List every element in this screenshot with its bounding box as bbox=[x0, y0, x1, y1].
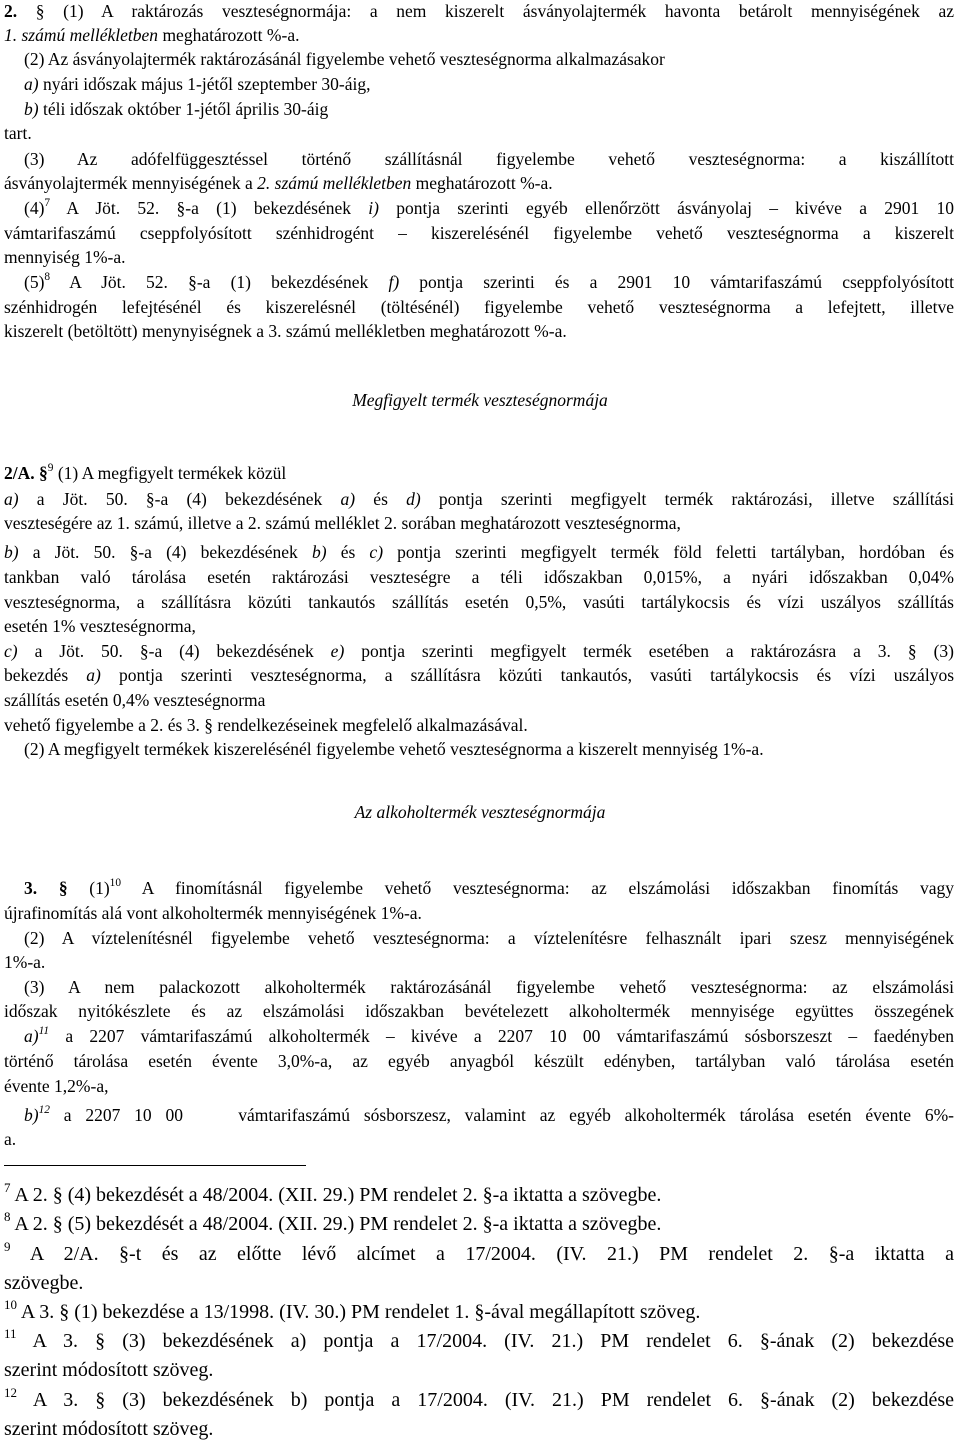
body-text-line: a) nyári időszak május 1-jétől szeptember 30-áig, bbox=[24, 74, 371, 94]
body-text-line: kiszerelt (betöltött) menynyiségnek a 3. számú mellékletben meghatározott %-a. bbox=[4, 321, 567, 341]
body-text-line: b) téli időszak október 1-jétől április 30-áig bbox=[24, 99, 329, 119]
body-text-line: 2/A. §$^9$ (1) A megfigyelt termékek közül bbox=[4, 462, 287, 483]
body-text-line: szénhidrogén lefejtésénél és kiszerelésnél (töltésénél) figyelembe vehető veszteségnorma a lefejtett, illetve bbox=[4, 297, 954, 317]
body-text-line: évente 1,2%-a, bbox=[4, 1076, 109, 1096]
body-text-line: $(4)^7$ A Jöt. 52. §-a (1) bekezdésének i) pontja szerinti egyéb ellenőrzött ásványolaj – kivéve a 2901 10 bbox=[24, 197, 954, 218]
body-text-line: b)$^{12}$ a 2207 10 00 vámtarifaszámú sósborszesz, valamint az egyéb alkoholtermék tárolása esetén évente 6%- bbox=[24, 1104, 954, 1125]
body-text-line: ásványolajtermék mennyiségének a 2. számú mellékletben meghatározott %-a. bbox=[4, 173, 553, 193]
body-text-line: történő tárolása esetén évente 3,0%-a, az egyéb anyagból készült edényben, tartályban való tárolása esetén bbox=[4, 1051, 954, 1071]
body-text-line: c) a Jöt. 50. §-a (4) bekezdésének e) pontja szerinti megfigyelt termék esetében a raktározásra a 3. § (3) bbox=[4, 641, 954, 661]
footnote-line: szerint módosított szöveg. bbox=[4, 1359, 214, 1381]
footnote-line: $^7$ A 2. § (4) bekezdését a 48/2004. (XII. 29.) PM rendelet 2. §-a iktatta a szövegbe. bbox=[4, 1180, 662, 1206]
body-text-line: (2) A megfigyelt termékek kiszerelésénél figyelembe vehető veszteségnorma a kiszerelt mennyiség 1%-a. bbox=[24, 739, 764, 759]
body-text-line: tart. bbox=[4, 123, 32, 143]
body-text-line: a. bbox=[4, 1129, 17, 1149]
body-text-line: b) a Jöt. 50. §-a (4) bekezdésének b) és c) pontja szerinti megfigyelt termék föld feletti tartályban, hordóban és bbox=[4, 542, 955, 562]
body-text-line: újrafinomítás alá vont alkoholtermék mennyiségének 1%-a. bbox=[4, 903, 422, 923]
body-text-line: bekezdés a) pontja szerinti veszteségnorma, a szállításra közúti tankautós, vasúti tartálykocsis és vízi uszályos bbox=[4, 665, 954, 685]
footnote-line: $^8$ A 2. § (5) bekezdését a 48/2004. (XII. 29.) PM rendelet 2. §-a iktatta a szövegbe. bbox=[4, 1209, 662, 1235]
body-text-line: esetén 1% veszteségnorma, bbox=[4, 616, 196, 636]
body-text-line: szállítás esetén 0,4% veszteségnorma bbox=[4, 690, 266, 710]
footnote-line: szövegbe. bbox=[4, 1272, 84, 1294]
body-text-line: a) a Jöt. 50. §-a (4) bekezdésének a) és d) pontja szerinti megfigyelt termék raktározási, illetve szállítási bbox=[4, 489, 954, 509]
body-text-line: (2) Az ásványolajtermék raktározásánál figyelembe vehető veszteségnorma alkalmazásakor bbox=[24, 49, 665, 69]
body-text-line: 3. § $(1)^{10}$ A finomításnál figyelembe vehető veszteségnorma: az elszámolási időszakban finomítás vagy bbox=[24, 877, 955, 898]
body-text-line: időszak nyitókészlete és az elszámolási időszakban bevételezett alkoholtermék mennyisége együttes összegének bbox=[4, 1001, 954, 1021]
body-text-line: (2) A víztelenítésnél figyelembe vehető veszteségnorma: a víztelenítésre felhasznált ipari szesz mennyiségének bbox=[24, 928, 954, 948]
body-text-line: 2. § (1) A raktározás veszteségnormája: a nem kiszerelt ásványolajtermék havonta betárolt mennyiségének az bbox=[4, 1, 954, 21]
section-heading: Az alkoholtermék veszteségnormája bbox=[354, 802, 606, 822]
body-text-line: veszteségnorma, a szállításra közúti tankautós szállítás esetén 0,5%, vasúti tartálykocsis és vízi uszályos szállítás bbox=[4, 592, 954, 612]
section-heading: Megfigyelt termék veszteségnormája bbox=[352, 390, 608, 410]
body-text-line: (3) Az adófelfüggesztéssel történő szállításnál figyelembe vehető veszteségnorma: a kiszállított bbox=[24, 149, 954, 169]
body-text-line: vehető figyelembe a 2. és 3. § rendelkezéseinek megfelelő alkalmazásával. bbox=[4, 715, 528, 735]
body-text-line: 1. számú mellékletben meghatározott %-a. bbox=[4, 25, 300, 45]
body-text-line: (3) A nem palackozott alkoholtermék raktározásánál figyelembe vehető veszteségnorma: az elszámolási bbox=[24, 977, 954, 997]
body-text-line: $(5)^8$ A Jöt. 52. §-a (1) bekezdésének f) pontja szerinti és a 2901 10 vámtarifaszámú cseppfolyósított bbox=[24, 271, 955, 292]
body-text-line: mennyiség 1%-a. bbox=[4, 247, 126, 267]
footnote-separator bbox=[4, 1165, 306, 1166]
footnote-line: szerint módosított szöveg. bbox=[4, 1418, 214, 1440]
body-text-line: 1%-a. bbox=[4, 952, 46, 972]
body-text-line: veszteségére az 1. számú, illetve a 2. számú melléklet 2. sorában meghatározott veszteségnorma, bbox=[4, 513, 681, 533]
footnote-line: $^{11}$ A 3. § (3) bekezdésének a) pontja a 17/2004. (IV. 21.) PM rendelet 6. §-ának (2) bekezdése bbox=[4, 1326, 954, 1352]
body-text-line: tankban való tárolása esetén raktározási veszteségre a téli időszakban 0,015%, a nyári időszakban 0,04% bbox=[4, 567, 954, 587]
body-text-line: vámtarifaszámú cseppfolyósított szénhidrogént – kiszerelésénél figyelembe vehető veszteségnorma a kiszerelt bbox=[4, 223, 954, 243]
body-text-line: a)$^{11}$ a 2207 vámtarifaszámú alkoholtermék – kivéve a 2207 10 00 vámtarifaszámú sósborszeszt – faedényben bbox=[24, 1025, 954, 1046]
footnote-line: $^{12}$ A 3. § (3) bekezdésének b) pontja a 17/2004. (IV. 21.) PM rendelet 6. §-ának (2) bekezdése bbox=[4, 1385, 954, 1411]
footnote-line: $^{10}$ A 3. § (1) bekezdése a 13/1998. (IV. 30.) PM rendelet 1. §-ával megállapított szöveg. bbox=[4, 1297, 701, 1323]
footnote-line: $^9$ A 2/A. §-t és az előtte lévő alcímet a 17/2004. (IV. 21.) PM rendelet 2. §-a iktatta a bbox=[4, 1239, 954, 1265]
